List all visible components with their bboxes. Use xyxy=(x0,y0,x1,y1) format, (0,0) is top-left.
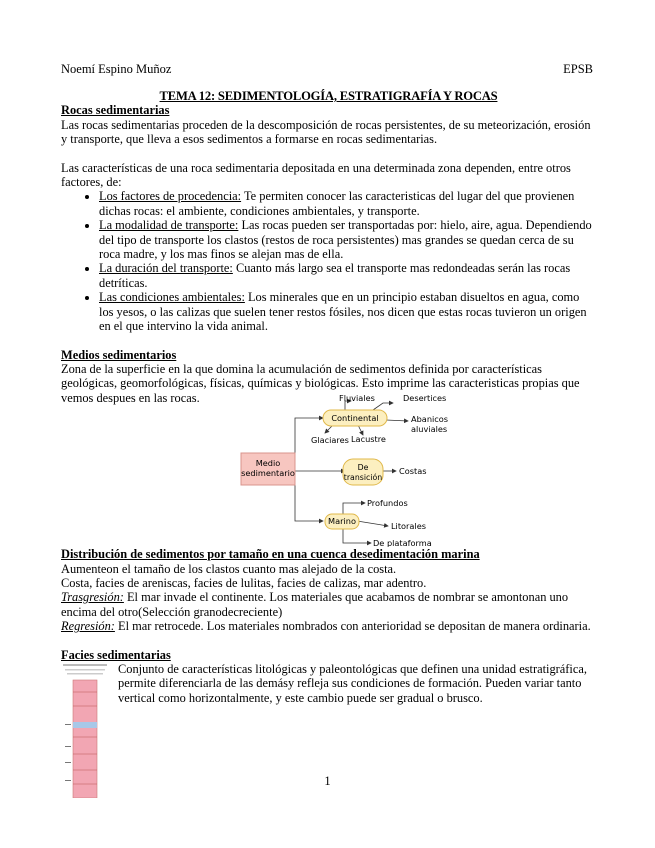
diagram-transicion: De transición xyxy=(343,463,383,483)
diagram-desertices: Desertices xyxy=(403,393,447,404)
trasgresion-paragraph: Trasgresión: El mar invade el continente. Los materiales que acabamos de nombrar se amontonan uno encima del otro(Selección granodecreciente) xyxy=(61,590,569,619)
rocas-factors-intro: Las características de una roca sedimentaria depositada en una determinada zona dependen, entre otros factores, de: xyxy=(61,160,571,190)
page-number: 1 xyxy=(324,774,331,788)
diagram-marino: Marino xyxy=(328,516,356,527)
diagram-root-label: Medio sedimentario xyxy=(241,458,295,479)
page-content xyxy=(61,89,596,705)
diagram-abanicos: Abanicos aluviales xyxy=(411,414,449,435)
regresion-paragraph: Regresión: El mar retrocede. Los materiales nombrados con anterioridad se depositan de manera ordinaria. xyxy=(61,619,591,634)
facies-text: Conjunto de características litológicas y paleontológicas que definen una unidad estratigráfica, permite diferenciarla de las demásy refleja sus condiciones de formación. Pueden variar tanto vertical como horizontalmente, y este cambio puede ser gradual o brusco. xyxy=(118,661,587,705)
diagram-plataforma: De plataforma xyxy=(373,538,432,548)
sedimentary-environment-diagram xyxy=(233,393,473,547)
diagram-fluviales: Fluviales xyxy=(339,393,375,404)
section-heading-distribucion: Distribución de sedimentos por tamaño en una cuenca desedimentación marina xyxy=(61,547,480,562)
section-heading-medios: Medios sedimentarios xyxy=(61,347,177,362)
header-author: Noemí Espino Muñoz xyxy=(61,62,172,76)
diagram-continental: Continental xyxy=(331,413,379,424)
header-school: EPSB xyxy=(563,62,593,76)
diagram-profundos: Profundos xyxy=(367,498,408,509)
list-item: • La duración del transporte: Cuanto más largo sea el transporte mas redondeadas serán las rocas detríticas. xyxy=(99,261,596,290)
medios-text: Zona de la superficie en la que domina la acumulación de sedimentos definida por características geológicas, geomorfológicas, físicas, químicas y biológicas. Esto imprime las caracteristicas propias que vemos despues en las rocas. xyxy=(61,361,580,405)
page-title: TEMA 12: SEDIMENTOLOGÍA, ESTRATIGRAFÍA Y ROCAS xyxy=(159,89,498,103)
section-heading-facies: Facies sedimentarias xyxy=(61,647,171,662)
diagram-litorales: Litorales xyxy=(391,521,427,532)
facies-section xyxy=(61,648,596,706)
rocas-intro: Las rocas sedimentarias proceden de la descomposición de rocas persistentes, de su meteorización, erosión y transporte, que lleva a esos sedimentos a formarse en rocas sedimentarias. xyxy=(61,117,591,147)
distribucion-line1: Aumenteon el tamaño de los clastos cuanto mas alejado de la costa. xyxy=(61,561,397,576)
distribucion-line2: Costa, facies de areniscas, facies de lulitas, facies de calizas, mar adentro. xyxy=(61,575,427,590)
section-heading-rocas: Rocas sedimentarias xyxy=(61,103,170,118)
list-item: • Las condiciones ambientales: Los minerales que en un principio estaban disueltos en agua, como los yesos, o las calizas que suelen tener restos fósiles, nos dicen que estas rocas tuvieron un origen en el que intervino la vida animal. xyxy=(99,290,596,333)
diagram-lacustre: Lacustre xyxy=(351,434,386,445)
list-item: • Los factores de procedencia: Te permiten conocer las caracteristicas del lugar del que provienen dichas rocas: el ambiente, condiciones ambientales, y transporte. xyxy=(99,189,596,218)
list-item: • La modalidad de transporte: Las rocas pueden ser transportadas por: hielo, aire, agua. Dependiendo del tipo de transporte los clastos (restos de roca persistentes) mas grandes se quedan cerca de su roca madre, y los mas finos se alejan mas de ella. xyxy=(99,218,596,261)
diagram-glaciares: Glaciares xyxy=(311,435,349,446)
factors-list xyxy=(61,189,596,333)
diagram-costas: Costas xyxy=(399,466,427,477)
